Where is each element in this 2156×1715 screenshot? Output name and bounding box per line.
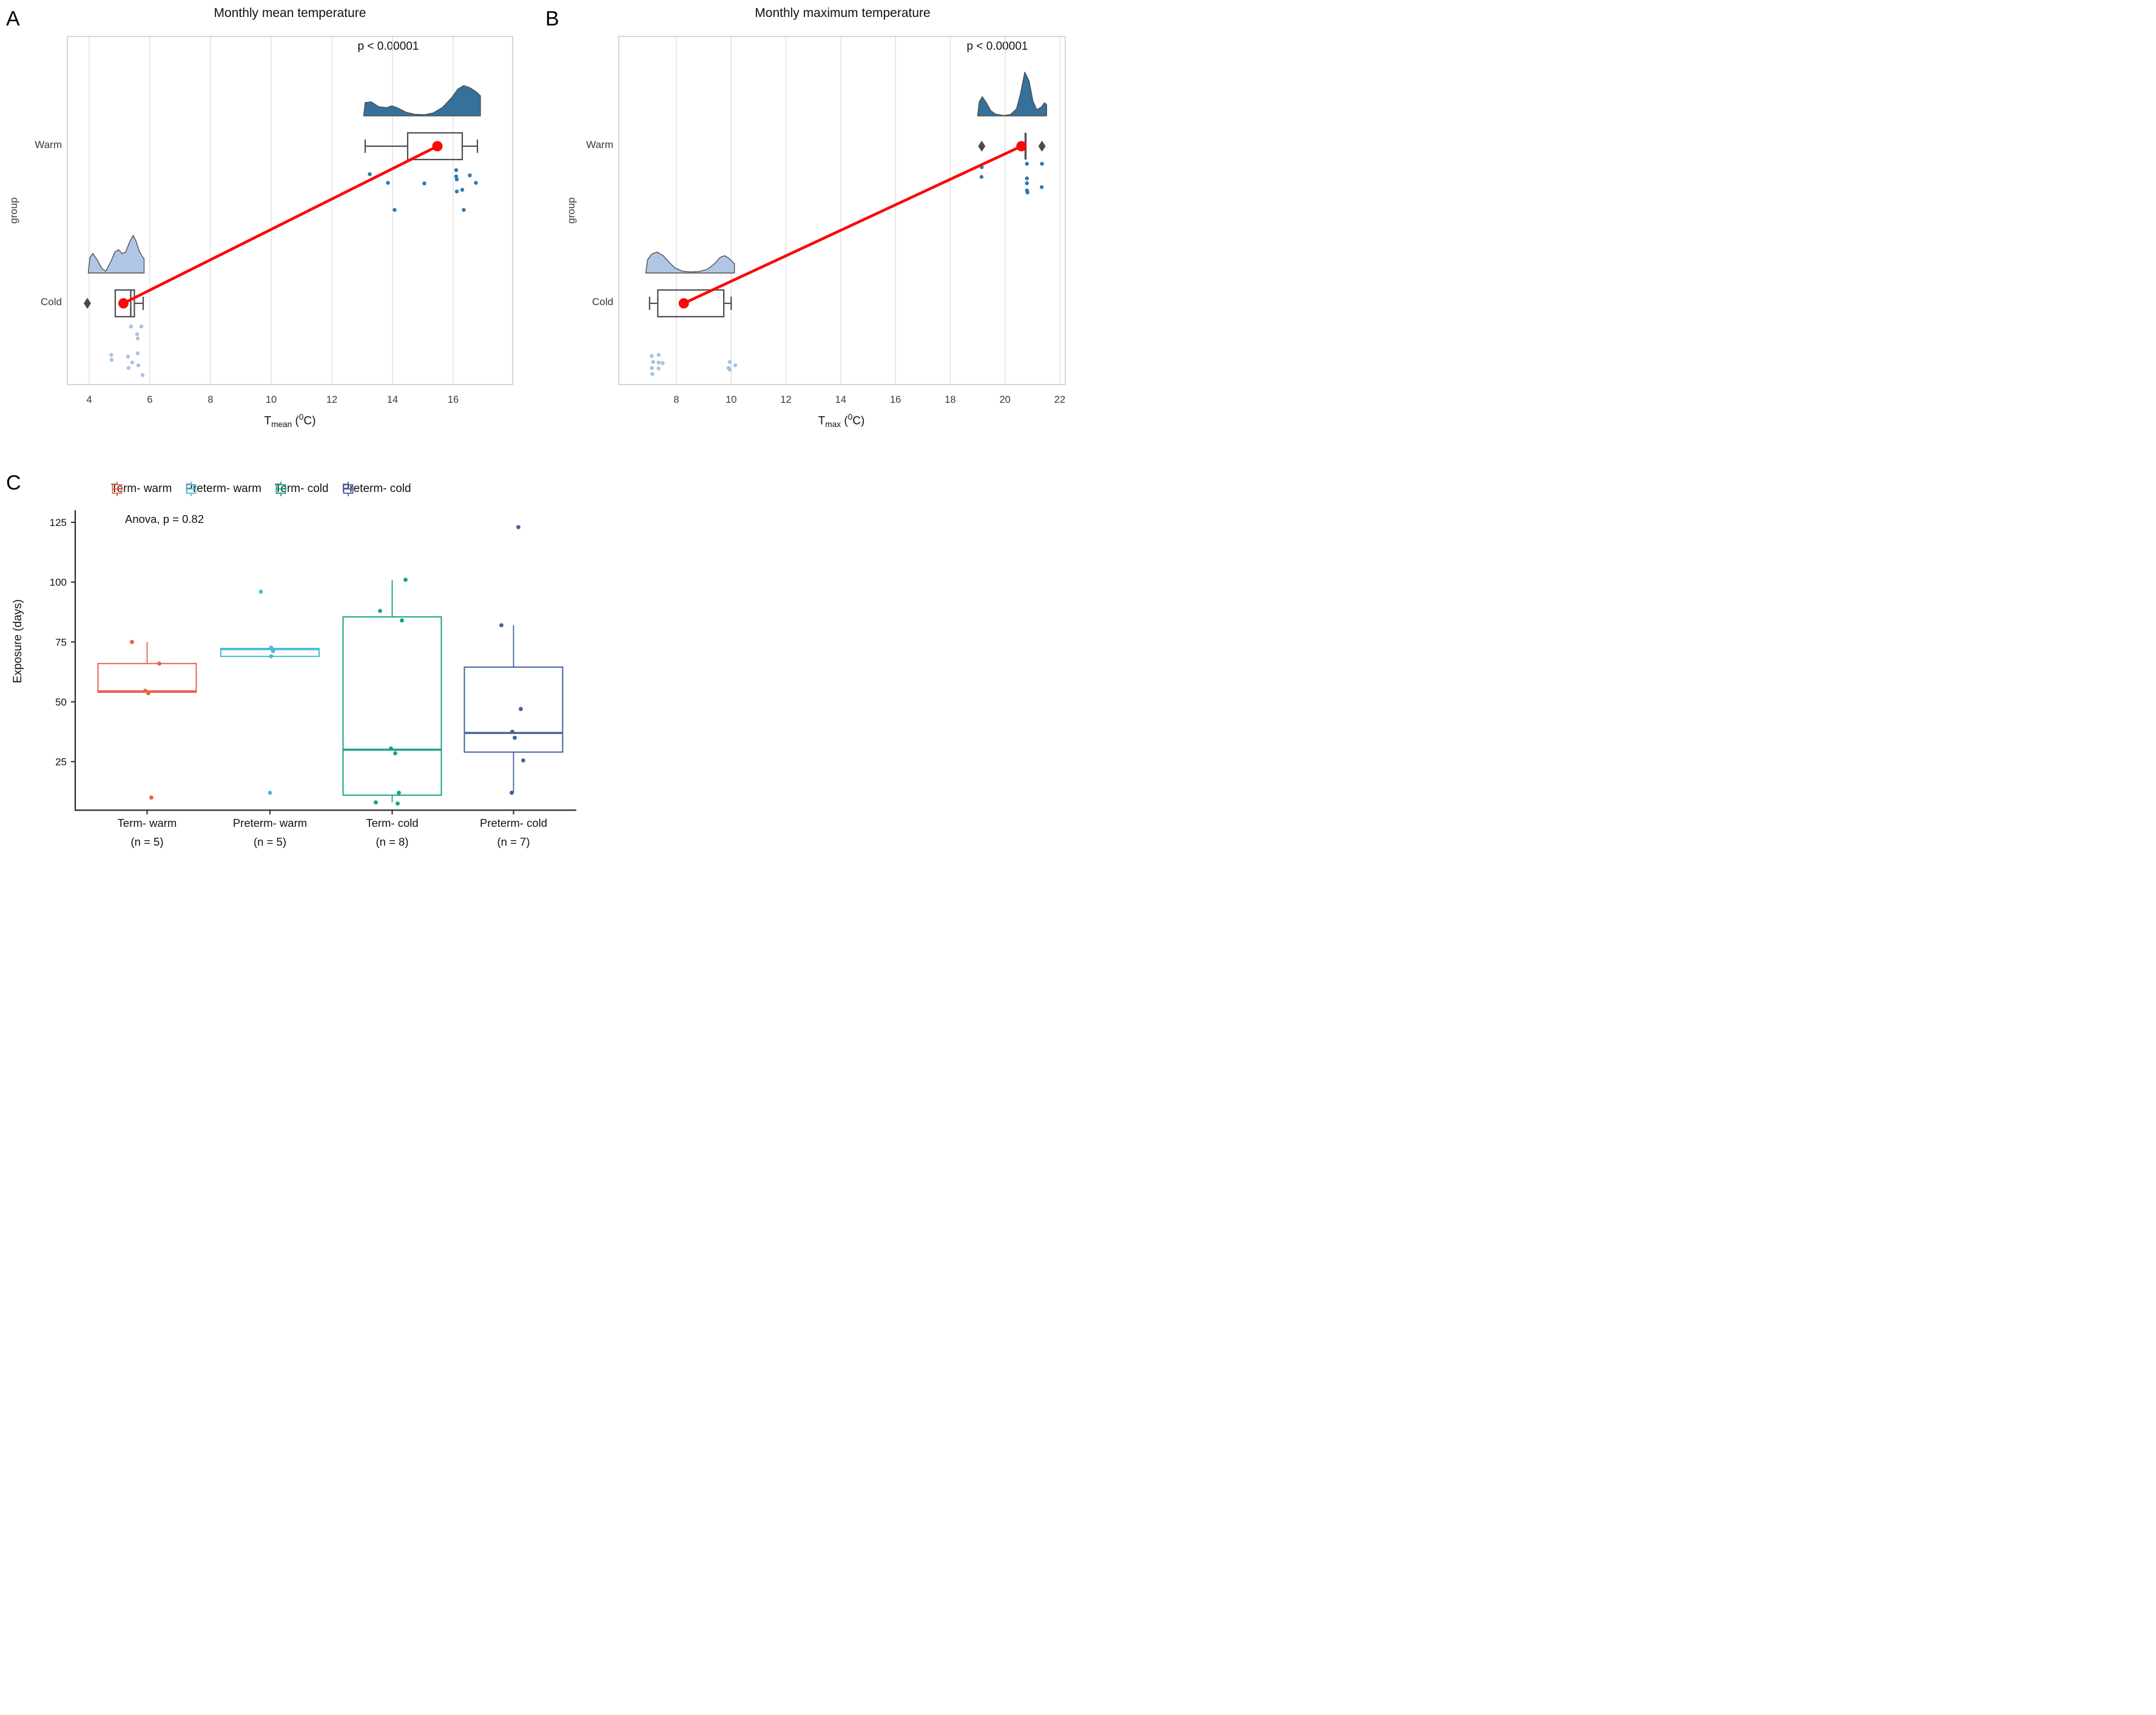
data-point <box>374 800 378 804</box>
x-tick-label: 14 <box>386 394 399 405</box>
cold-data-point <box>657 353 661 357</box>
warm-data-point <box>1025 181 1029 185</box>
warm-data-point <box>455 189 459 193</box>
cold-data-point <box>126 355 130 359</box>
data-point <box>513 736 517 740</box>
warm-data-point <box>368 172 371 176</box>
x-tick-label: 8 <box>673 394 679 405</box>
cold-data-point <box>136 351 140 355</box>
panel-c-anova-label: Anova, p = 0.82 <box>125 513 204 525</box>
category-n-count: (n = 7) <box>497 835 530 848</box>
legend-label: Preterm- cold <box>342 482 411 495</box>
category-name: Preterm- cold <box>479 817 548 829</box>
data-point <box>389 746 393 750</box>
category-name: Preterm- warm <box>232 817 308 829</box>
data-point <box>268 790 272 795</box>
cold-outlier-diamond <box>84 298 91 309</box>
data-point <box>130 640 134 644</box>
y-tick-label: 100 <box>49 576 67 588</box>
panel-b-title: Monthly maximum temperature <box>755 6 931 20</box>
legend-label: Term- cold <box>274 482 329 495</box>
cold-data-point <box>650 366 653 369</box>
panel-c-letter: C <box>6 471 21 494</box>
panel-border <box>67 36 513 385</box>
data-point <box>397 790 401 795</box>
category-n-count: (n = 5) <box>254 835 286 848</box>
warm-data-point <box>468 174 471 177</box>
panel-b-warm-label: Warm <box>586 139 613 150</box>
warm-data-point <box>392 208 396 212</box>
data-point <box>521 758 525 763</box>
cold-data-point <box>661 361 664 365</box>
cold-data-point <box>136 337 140 340</box>
warm-data-point <box>422 181 426 185</box>
category-label <box>203 817 337 849</box>
x-tick-label: 12 <box>326 394 338 405</box>
cold-data-point <box>728 360 732 364</box>
y-tick-label: 75 <box>55 636 67 649</box>
data-point <box>149 795 153 800</box>
y-tick-label: 125 <box>49 517 67 528</box>
x-label-close: C) <box>303 414 316 428</box>
data-point <box>393 751 397 755</box>
legend-label: Term- warm <box>111 482 172 495</box>
x-tick-label: 10 <box>726 394 737 405</box>
warm-outlier-diamond <box>1039 141 1046 152</box>
cold-data-point <box>129 325 133 328</box>
x-label-base: T <box>818 414 826 428</box>
box <box>98 664 197 692</box>
category-label <box>81 817 214 849</box>
x-tick-label: 10 <box>265 394 277 405</box>
mean-connector-line <box>684 146 1022 303</box>
x-tick-label: 18 <box>945 394 956 405</box>
cold-data-point <box>110 358 113 362</box>
x-tick-label: 20 <box>999 394 1011 405</box>
legend-label: Preterm- warm <box>185 482 261 495</box>
cold-mean-dot <box>679 298 689 309</box>
x-tick-label: 16 <box>447 394 459 405</box>
warm-data-point <box>1026 190 1029 194</box>
panel-a-cold-label: Cold <box>41 296 62 308</box>
cold-data-point <box>651 360 655 364</box>
cold-data-point <box>657 366 661 370</box>
data-point <box>400 618 404 622</box>
data-point <box>403 578 408 582</box>
x-label-open: ( <box>841 414 848 428</box>
data-point <box>157 661 161 665</box>
cold-data-point <box>127 366 130 369</box>
cold-data-point <box>657 360 661 364</box>
x-label-subscript: mean <box>271 420 292 430</box>
x-label-base: T <box>264 414 272 428</box>
x-tick-label: 14 <box>835 394 847 405</box>
cold-data-point <box>135 332 139 336</box>
warm-data-point <box>460 188 464 192</box>
panel-b-y-axis-label: group <box>565 197 577 224</box>
warm-outlier-diamond <box>978 141 985 152</box>
warm-data-point <box>462 208 465 212</box>
data-point <box>519 707 523 711</box>
warm-data-point <box>386 181 389 184</box>
warm-data-point <box>1040 185 1043 189</box>
panel-b-plot <box>539 0 1078 428</box>
data-point <box>271 649 275 653</box>
cold-mean-dot <box>118 298 129 309</box>
warm-data-point <box>455 177 459 181</box>
warm-density-cloud <box>978 72 1047 116</box>
cold-density-cloud <box>89 235 144 273</box>
warm-data-point <box>474 181 477 184</box>
data-point <box>378 609 382 613</box>
data-point <box>396 801 400 806</box>
cold-data-point <box>733 363 737 367</box>
x-tick-label: 12 <box>780 394 792 405</box>
cold-data-point <box>650 372 654 376</box>
x-tick-label: 16 <box>889 394 901 405</box>
cold-data-point <box>136 363 140 367</box>
data-point <box>259 590 263 594</box>
cold-density-cloud <box>645 252 734 274</box>
cold-box <box>658 290 724 317</box>
panel-a-letter: A <box>6 7 20 30</box>
cold-data-point <box>130 360 134 364</box>
category-name: Term- cold <box>366 817 419 829</box>
x-label-superscript: 0 <box>298 413 304 422</box>
data-point <box>510 730 514 734</box>
x-tick-label: 4 <box>86 394 92 405</box>
warm-data-point <box>1040 162 1043 166</box>
warm-data-point <box>454 168 458 172</box>
warm-density-cloud <box>364 86 481 116</box>
warm-data-point <box>980 175 983 178</box>
x-label-open: ( <box>292 414 299 428</box>
category-name: Term- warm <box>117 817 177 829</box>
x-tick-label: 22 <box>1054 394 1066 405</box>
data-point <box>269 655 274 659</box>
y-tick-label: 50 <box>55 696 67 708</box>
warm-mean-dot <box>1016 141 1026 152</box>
warm-data-point <box>1025 177 1029 180</box>
y-tick-label: 25 <box>55 756 67 768</box>
box <box>343 617 442 795</box>
panel-a-y-axis-label: group <box>8 197 19 224</box>
panel-border <box>619 36 1065 385</box>
data-point <box>516 525 520 530</box>
x-label-close: C) <box>852 414 865 428</box>
panel-b-cold-label: Cold <box>592 296 613 308</box>
data-point <box>510 790 514 795</box>
figure-canvas <box>0 0 1078 858</box>
category-n-count: (n = 8) <box>376 835 409 848</box>
panel-b-pvalue: p < 0.00001 <box>966 40 1028 53</box>
warm-mean-dot <box>433 141 443 152</box>
cold-data-point <box>650 354 653 358</box>
mean-connector-line <box>124 146 438 303</box>
x-tick-label: 8 <box>207 394 214 405</box>
panel-a-warm-label: Warm <box>35 139 62 150</box>
data-point <box>499 623 504 627</box>
category-label <box>447 817 581 849</box>
x-label-subscript: max <box>825 420 841 430</box>
panel-a-pvalue: p < 0.00001 <box>357 40 419 53</box>
warm-data-point <box>1025 162 1029 166</box>
cold-data-point <box>141 373 144 377</box>
data-point <box>146 691 150 695</box>
category-label <box>326 817 459 849</box>
cold-data-point <box>140 325 143 328</box>
panel-c-y-axis-label: Exposure (days) <box>12 599 24 684</box>
x-label-superscript: 0 <box>847 413 853 422</box>
x-tick-label: 6 <box>147 394 153 405</box>
cold-data-point <box>728 368 732 371</box>
panel-a-title: Monthly mean temperature <box>214 6 366 20</box>
panel-b-letter: B <box>545 7 559 30</box>
panel-c-plot <box>0 470 607 858</box>
cold-data-point <box>109 353 113 357</box>
panel-a-plot <box>0 0 539 428</box>
category-n-count: (n = 5) <box>130 835 164 848</box>
